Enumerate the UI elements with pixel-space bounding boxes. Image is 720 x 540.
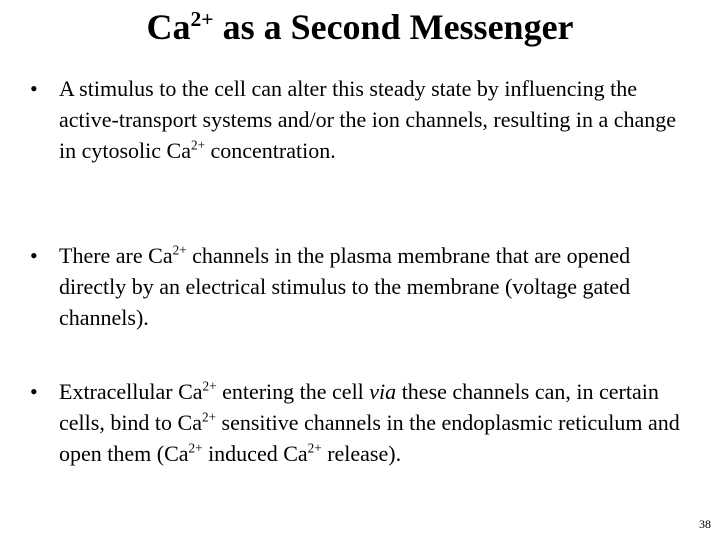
title-superscript: 2+ xyxy=(190,7,214,31)
bullet-item-1 xyxy=(30,73,690,166)
bullet-text-part: induced Ca xyxy=(202,441,308,466)
bullet-text-part: release). xyxy=(321,441,402,466)
slide-title xyxy=(0,4,720,50)
bullet-text-part: sensitive channels in the endoplasmic reticulum and open them (Ca xyxy=(59,410,680,466)
superscript: 2+ xyxy=(190,137,206,153)
bullet-text-part: There are Ca xyxy=(59,243,173,268)
superscript: 2+ xyxy=(188,440,203,456)
superscript: 2+ xyxy=(201,409,217,425)
title-prefix: Ca xyxy=(146,7,191,47)
bullet-item-2 xyxy=(30,240,690,333)
superscript: 2+ xyxy=(307,440,322,456)
page-number: 38 xyxy=(699,517,711,531)
bullet-marker: • xyxy=(30,243,38,268)
bullet-text-part: concentration. xyxy=(205,138,336,163)
italic-text: via xyxy=(369,379,397,404)
superscript: 2+ xyxy=(202,378,217,394)
bullet-text-part: Extracellular Ca xyxy=(59,379,203,404)
bullet-text xyxy=(59,376,690,469)
superscript: 2+ xyxy=(172,242,187,258)
bullet-text-part: channels in the plasma membrane that are opened directly by an electrical stimulus to the membrane (voltage gated channels). xyxy=(59,243,631,330)
bullet-marker: • xyxy=(30,379,38,404)
title-suffix: as a Second Messenger xyxy=(213,7,574,47)
bullet-marker: • xyxy=(30,76,38,101)
bullet-item-3 xyxy=(30,376,690,469)
bullet-text-part: entering the cell xyxy=(216,379,370,404)
bullet-text xyxy=(59,240,690,333)
bullet-text-part: these channels can, in certain cells, bind to Ca xyxy=(59,379,659,435)
bullet-text-part: A stimulus to the cell can alter this steady state by influencing the active-transport systems and/or the ion channels, resulting in a change in cytosolic Ca xyxy=(59,76,677,163)
bullet-text xyxy=(59,73,690,166)
